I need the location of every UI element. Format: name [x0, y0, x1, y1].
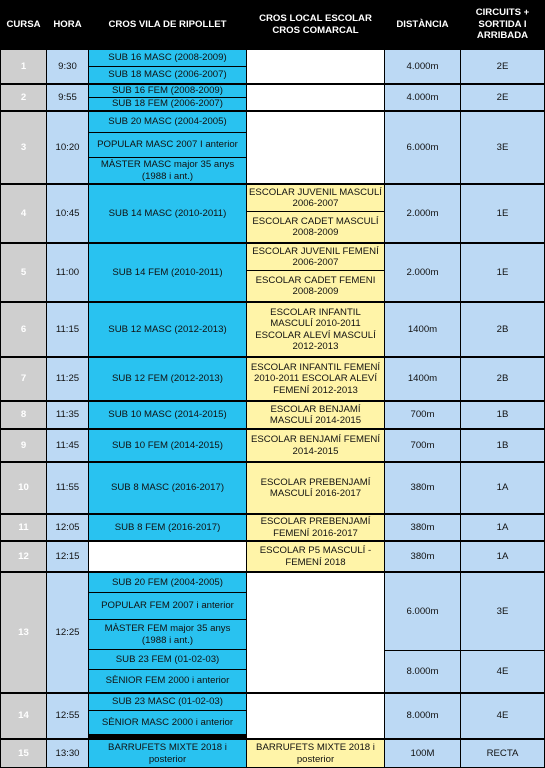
hora-time: 9:30 — [47, 50, 88, 83]
cursa-number: 12 — [1, 542, 46, 571]
hora-time: 12:05 — [47, 515, 88, 540]
escolar-category — [247, 573, 384, 692]
vila-category: SUB 18 MASC (2006-2007) — [89, 67, 246, 83]
hora-time: 11:45 — [47, 430, 88, 461]
escolar-category: ESCOLAR CADET MASCULÍ 2008-2009 — [247, 212, 384, 242]
vila-category: MÀSTER FEM major 35 anys (1988 i ant.) — [89, 620, 246, 649]
escolar-category: ESCOLAR INFANTIL MASCULÍ 2010-2011 ESCOLAR ALEVÍ MASCULÍ 2012-2013 — [247, 303, 384, 356]
cursa-number: 7 — [1, 358, 46, 400]
distance: 2.000m — [385, 244, 460, 301]
circuit-code: 2B — [461, 358, 544, 400]
cursa-number: 8 — [1, 402, 46, 428]
vila-category: SUB 20 FEM (2004-2005) — [89, 573, 246, 592]
vila-category: SUB 10 FEM (2014-2015) — [89, 430, 246, 461]
hora-time: 13:30 — [47, 740, 88, 767]
distance: 700m — [385, 402, 460, 428]
circuit-code: RECTA — [461, 740, 544, 767]
distance: 6.000m — [385, 573, 460, 650]
circuit-code: 1A — [461, 515, 544, 540]
hora-time: 10:20 — [47, 112, 88, 183]
distance: 700m — [385, 430, 460, 461]
hora-time: 9:55 — [47, 85, 88, 110]
escolar-category: ESCOLAR PREBENJAMÍ FEMENÍ 2016-2017 — [247, 515, 384, 540]
cursa-number: 10 — [1, 463, 46, 513]
escolar-category — [247, 112, 384, 183]
vila-category: SUB 14 MASC (2010-2011) — [89, 185, 246, 242]
cursa-number: 4 — [1, 185, 46, 242]
circuit-code: 2E — [461, 85, 544, 110]
cursa-number: 11 — [1, 515, 46, 540]
header-cros-local: CROS LOCAL ESCOLAR CROS COMARCAL — [247, 1, 384, 48]
escolar-category: ESCOLAR P5 MASCULÍ - FEMENÍ 2018 — [247, 542, 384, 571]
vila-category: SUB 8 MASC (2016-2017) — [89, 463, 246, 513]
circuit-code: 2E — [461, 50, 544, 83]
cursa-number: 6 — [1, 303, 46, 356]
hora-time: 12:15 — [47, 542, 88, 571]
cursa-number: 1 — [1, 50, 46, 83]
escolar-category: BARRUFETS MIXTE 2018 i posterior — [247, 740, 384, 767]
hora-time: 12:55 — [47, 694, 88, 738]
escolar-category: ESCOLAR INFANTIL FEMENÍ 2010-2011 ESCOLAR ALEVÍ FEMENÍ 2012-2013 — [247, 358, 384, 400]
vila-category: SUB 16 FEM (2008-2009) — [89, 85, 246, 97]
vila-category: SUB 20 MASC (2004-2005) — [89, 112, 246, 132]
escolar-category: ESCOLAR BENJAMÍ MASCULÍ 2014-2015 — [247, 402, 384, 428]
circuit-code: 1E — [461, 244, 544, 301]
vila-category: POPULAR FEM 2007 i anterior — [89, 593, 246, 619]
cursa-number: 2 — [1, 85, 46, 110]
hora-time: 11:55 — [47, 463, 88, 513]
distance: 4.000m — [385, 85, 460, 110]
vila-category: SUB 23 MASC (01-02-03) — [89, 694, 246, 710]
circuit-code: 2B — [461, 303, 544, 356]
distance: 8.000m — [385, 694, 460, 738]
header-circuits: CIRCUITS + SORTIDA I ARRIBADA — [461, 1, 544, 48]
circuit-code: 1E — [461, 185, 544, 242]
distance: 1400m — [385, 303, 460, 356]
vila-category: SUB 8 FEM (2016-2017) — [89, 515, 246, 540]
circuit-code: 4E — [461, 694, 544, 738]
distance: 380m — [385, 542, 460, 571]
hora-time: 11:35 — [47, 402, 88, 428]
hora-time: 11:15 — [47, 303, 88, 356]
vila-category: SUB 12 FEM (2012-2013) — [89, 358, 246, 400]
cursa-number: 3 — [1, 112, 46, 183]
distance: 6.000m — [385, 112, 460, 183]
header-distancia: DISTÀNCIA — [385, 1, 460, 48]
circuit-code: 3E — [461, 573, 544, 650]
vila-category: SÈNIOR FEM 2000 i anterior — [89, 670, 246, 692]
circuit-code: 3E — [461, 112, 544, 183]
vila-category: SUB 10 MASC (2014-2015) — [89, 402, 246, 428]
cursa-number: 13 — [1, 573, 46, 692]
circuit-code: 1A — [461, 463, 544, 513]
escolar-category — [247, 85, 384, 110]
header-hora: HORA — [47, 1, 88, 48]
hora-time: 10:45 — [47, 185, 88, 242]
vila-category: POPULAR MASC 2007 I anterior — [89, 133, 246, 157]
vila-category: SUB 12 MASC (2012-2013) — [89, 303, 246, 356]
header-cros-vila: CROS VILA DE RIPOLLET — [89, 1, 246, 48]
distance: 100M — [385, 740, 460, 767]
distance: 4.000m — [385, 50, 460, 83]
vila-category: SUB 18 FEM (2006-2007) — [89, 98, 246, 110]
vila-category — [89, 542, 246, 571]
vila-category: BARRUFETS MIXTE 2018 i posterior — [89, 740, 246, 767]
escolar-category: ESCOLAR BENJAMÍ FEMENÍ 2014-2015 — [247, 430, 384, 461]
vila-category: SUB 23 FEM (01-02-03) — [89, 650, 246, 669]
vila-category: SUB 16 MASC (2008-2009) — [89, 50, 246, 66]
cursa-number: 5 — [1, 244, 46, 301]
cursa-number: 9 — [1, 430, 46, 461]
circuit-code: 1B — [461, 430, 544, 461]
vila-category: SÈNIOR MASC 2000 i anterior — [89, 711, 246, 734]
escolar-category — [247, 50, 384, 83]
escolar-category: ESCOLAR PREBENJAMÍ MASCULÍ 2016-2017 — [247, 463, 384, 513]
vila-category: MÀSTER MASC major 35 anys (1988 i ant.) — [89, 158, 246, 183]
circuit-code: 4E — [461, 651, 544, 692]
distance: 2.000m — [385, 185, 460, 242]
distance: 380m — [385, 463, 460, 513]
hora-time: 12:25 — [47, 573, 88, 692]
distance: 1400m — [385, 358, 460, 400]
distance: 8.000m — [385, 651, 460, 692]
cursa-number: 14 — [1, 694, 46, 738]
hora-time: 11:25 — [47, 358, 88, 400]
circuit-code: 1A — [461, 542, 544, 571]
escolar-category: ESCOLAR CADET FEMENI 2008-2009 — [247, 271, 384, 301]
header-cursa: CURSA — [1, 1, 46, 48]
escolar-category: ESCOLAR JUVENIL MASCULÍ 2006-2007 — [247, 185, 384, 211]
escolar-category: ESCOLAR JUVENIL FEMENÍ 2006-2007 — [247, 244, 384, 270]
vila-category: SUB 14 FEM (2010-2011) — [89, 244, 246, 301]
distance: 380m — [385, 515, 460, 540]
hora-time: 11:00 — [47, 244, 88, 301]
cursa-number: 15 — [1, 740, 46, 767]
escolar-category — [247, 694, 384, 738]
circuit-code: 1B — [461, 402, 544, 428]
